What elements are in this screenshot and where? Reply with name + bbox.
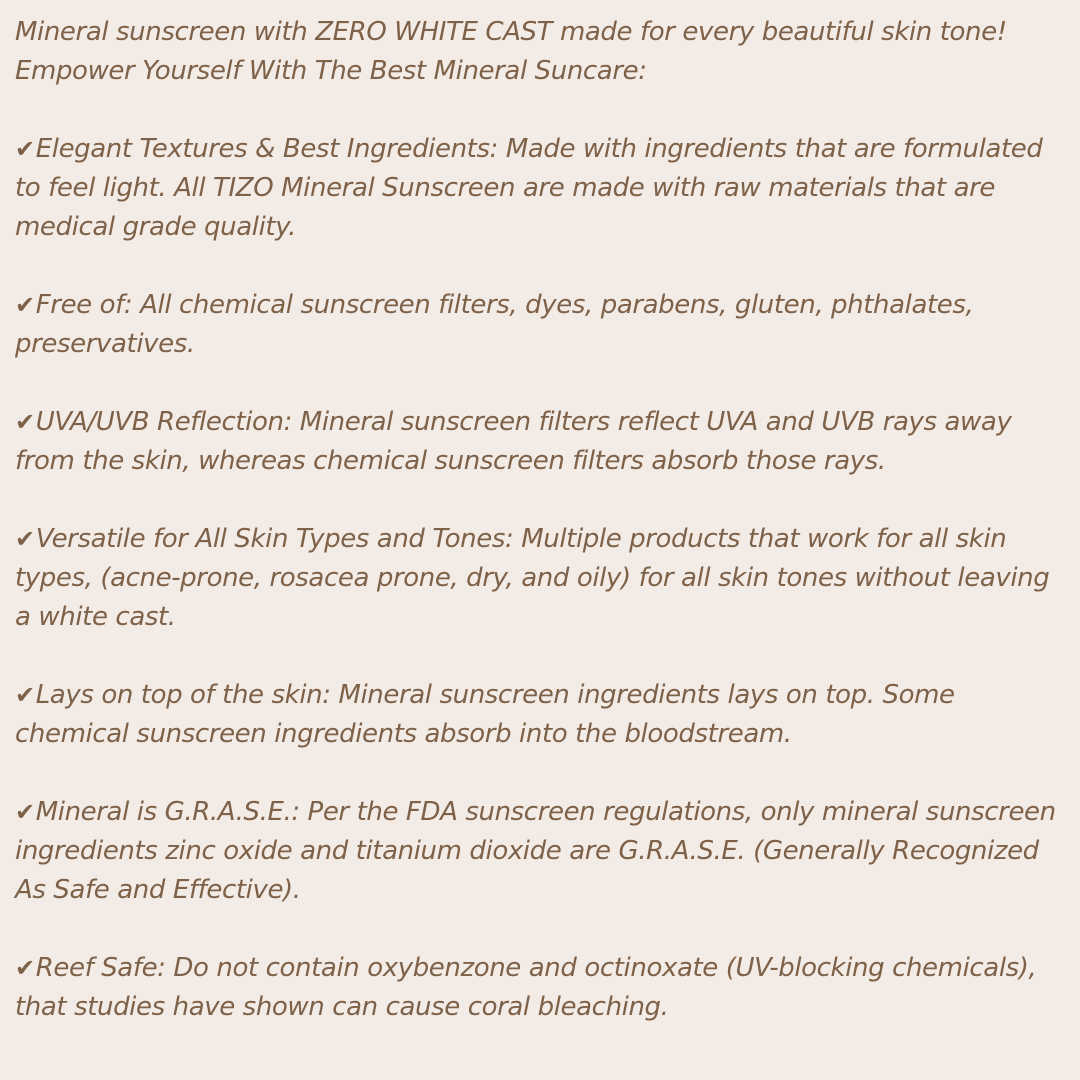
checkmark-icon: ✔ xyxy=(15,291,35,319)
intro-paragraph: Mineral sunscreen with ZERO WHITE CAST made for every beautiful skin tone! Empower Yourself With The Best Mineral Suncare: xyxy=(15,17,1007,86)
checkmark-icon: ✔ xyxy=(15,525,35,553)
feature-free-of xyxy=(15,286,1066,364)
feature-text: Lays on top of the skin: Mineral sunscreen ingredients lays on top. Some chemical sunscreen ingredients absorb into the bloodstream. xyxy=(15,680,955,749)
feature-reef-safe xyxy=(15,949,1066,1027)
checkmark-icon: ✔ xyxy=(15,681,35,709)
feature-text: Free of: All chemical sunscreen filters, dyes, parabens, gluten, phthalates, preservatives. xyxy=(15,290,974,359)
feature-uva-uvb-reflection xyxy=(15,403,1066,481)
feature-versatile-skin-types xyxy=(15,520,1066,637)
feature-text: Mineral is G.R.A.S.E.: Per the FDA sunscreen regulations, only mineral sunscreen ingredients zinc oxide and titanium dioxide are G.R.A.S.E. (Generally Recognized As Safe and Effective). xyxy=(15,797,1056,905)
feature-text: Reef Safe: Do not contain oxybenzone and octinoxate (UV-blocking chemicals), that studies have shown can cause coral bleaching. xyxy=(15,953,1037,1022)
checkmark-icon: ✔ xyxy=(15,408,35,436)
feature-lays-on-top xyxy=(15,676,1066,754)
checkmark-icon: ✔ xyxy=(15,798,35,826)
feature-elegant-textures xyxy=(15,130,1066,247)
feature-text: Versatile for All Skin Types and Tones: Multiple products that work for all skin types, (acne-prone, rosacea prone, dry, and oily) for all skin tones without leaving a white cast. xyxy=(15,524,1050,632)
feature-text: UVA/UVB Reflection: Mineral sunscreen filters reflect UVA and UVB rays away from the skin, whereas chemical sunscreen filters absorb those rays. xyxy=(15,407,1012,476)
feature-grase xyxy=(15,793,1066,910)
checkmark-icon: ✔ xyxy=(15,954,35,982)
feature-text: Elegant Textures & Best Ingredients: Made with ingredients that are formulated to feel light. All TIZO Mineral Sunscreen are made with raw materials that are medical grade quality. xyxy=(15,134,1043,242)
checkmark-icon: ✔ xyxy=(15,135,35,163)
